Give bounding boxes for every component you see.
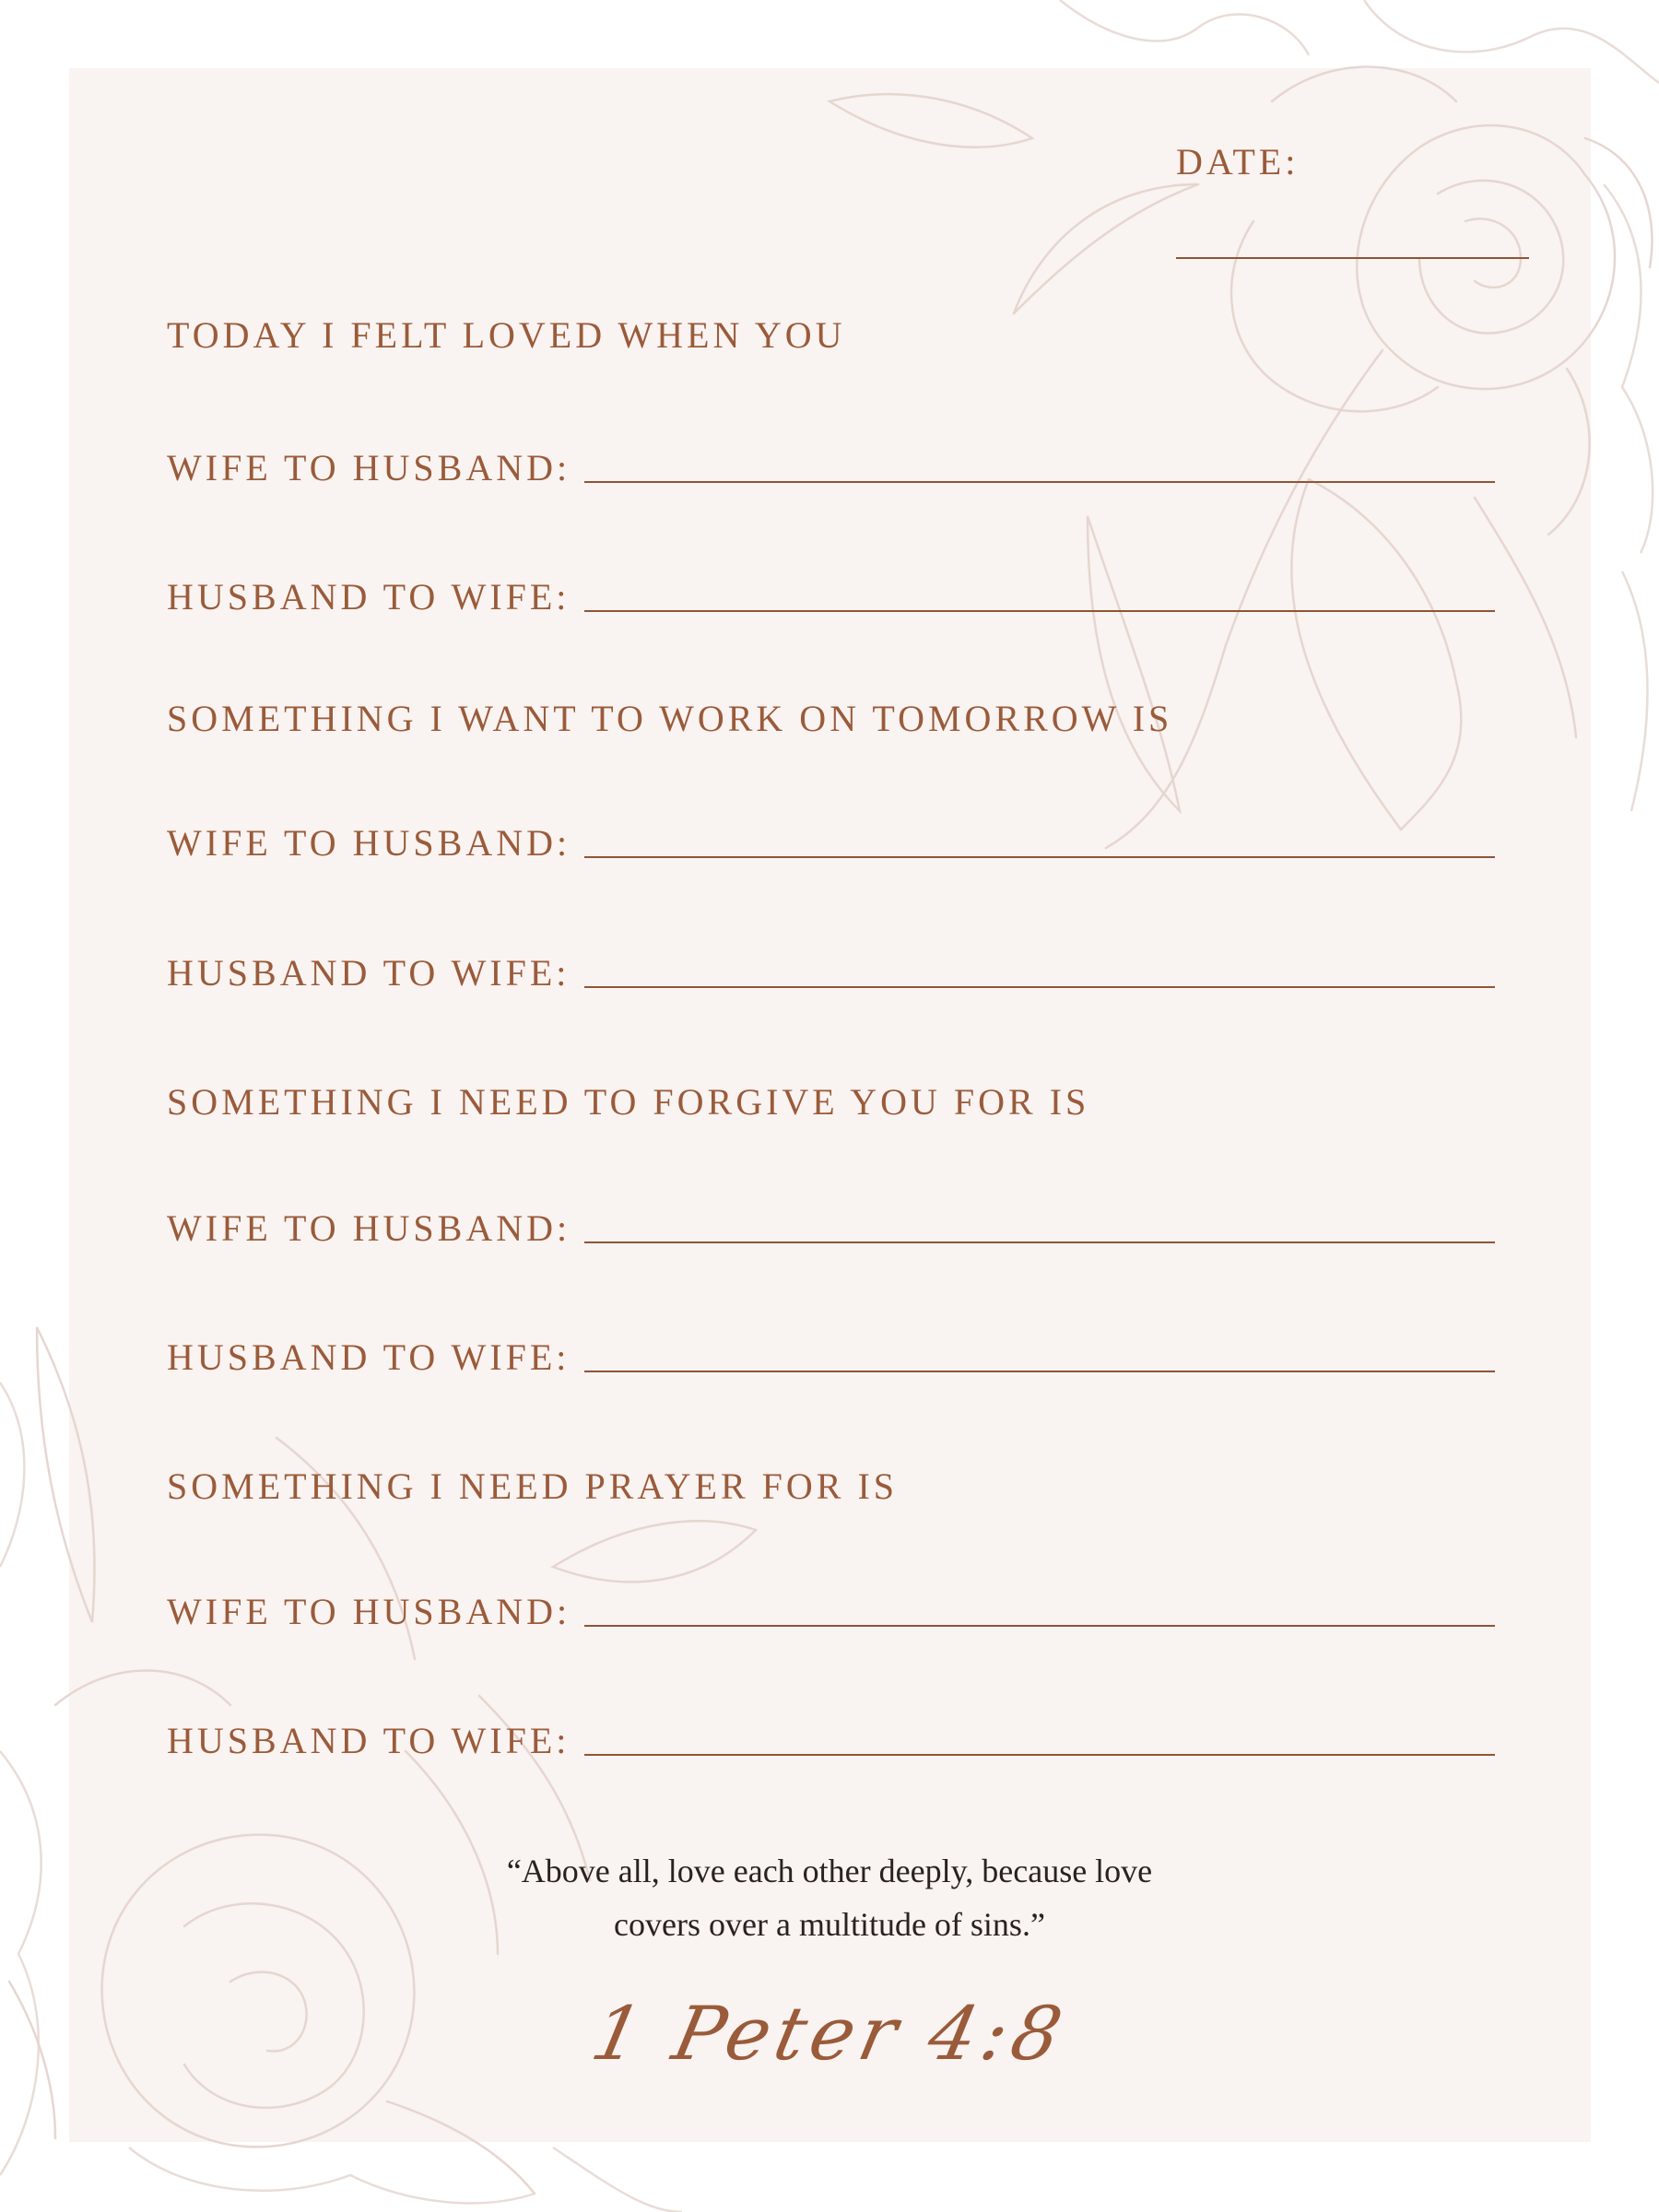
date-label: DATE: bbox=[1176, 141, 1300, 182]
husband-to-wife-line[interactable] bbox=[584, 610, 1495, 612]
husband-to-wife-line[interactable] bbox=[584, 1371, 1495, 1372]
wife-to-husband-label: WIFE TO HUSBAND: bbox=[167, 822, 571, 864]
wife-to-husband-line[interactable] bbox=[584, 481, 1495, 483]
husband-to-wife-label: HUSBAND TO WIFE: bbox=[167, 576, 571, 618]
husband-to-wife-label: HUSBAND TO WIFE: bbox=[167, 1720, 571, 1761]
bible-quote-line-2: covers over a multitude of sins.” bbox=[614, 1906, 1045, 1943]
wife-to-husband-line[interactable] bbox=[584, 1625, 1495, 1627]
section-heading-prayer: SOMETHING I NEED PRAYER FOR IS bbox=[167, 1465, 899, 1507]
wife-to-husband-label: WIFE TO HUSBAND: bbox=[167, 1207, 571, 1249]
bible-quote bbox=[369, 1844, 1290, 1951]
scripture-reference: 1 Peter 4:8 bbox=[584, 1991, 1075, 2077]
wife-to-husband-line[interactable] bbox=[584, 1241, 1495, 1243]
husband-to-wife-line[interactable] bbox=[584, 986, 1495, 988]
section-heading-work-on-tomorrow: SOMETHING I WANT TO WORK ON TOMORROW IS bbox=[167, 698, 1173, 739]
wife-to-husband-line[interactable] bbox=[584, 856, 1495, 858]
husband-to-wife-line[interactable] bbox=[584, 1754, 1495, 1756]
section-heading-felt-loved: TODAY I FELT LOVED WHEN YOU bbox=[167, 314, 846, 356]
section-heading-forgive: SOMETHING I NEED TO FORGIVE YOU FOR IS bbox=[167, 1081, 1090, 1123]
date-line[interactable] bbox=[1176, 257, 1529, 259]
wife-to-husband-label: WIFE TO HUSBAND: bbox=[167, 1591, 571, 1632]
wife-to-husband-label: WIFE TO HUSBAND: bbox=[167, 447, 571, 488]
husband-to-wife-label: HUSBAND TO WIFE: bbox=[167, 1336, 571, 1378]
bible-quote-line-1: “Above all, love each other deeply, because love bbox=[506, 1853, 1153, 1889]
husband-to-wife-label: HUSBAND TO WIFE: bbox=[167, 952, 571, 994]
